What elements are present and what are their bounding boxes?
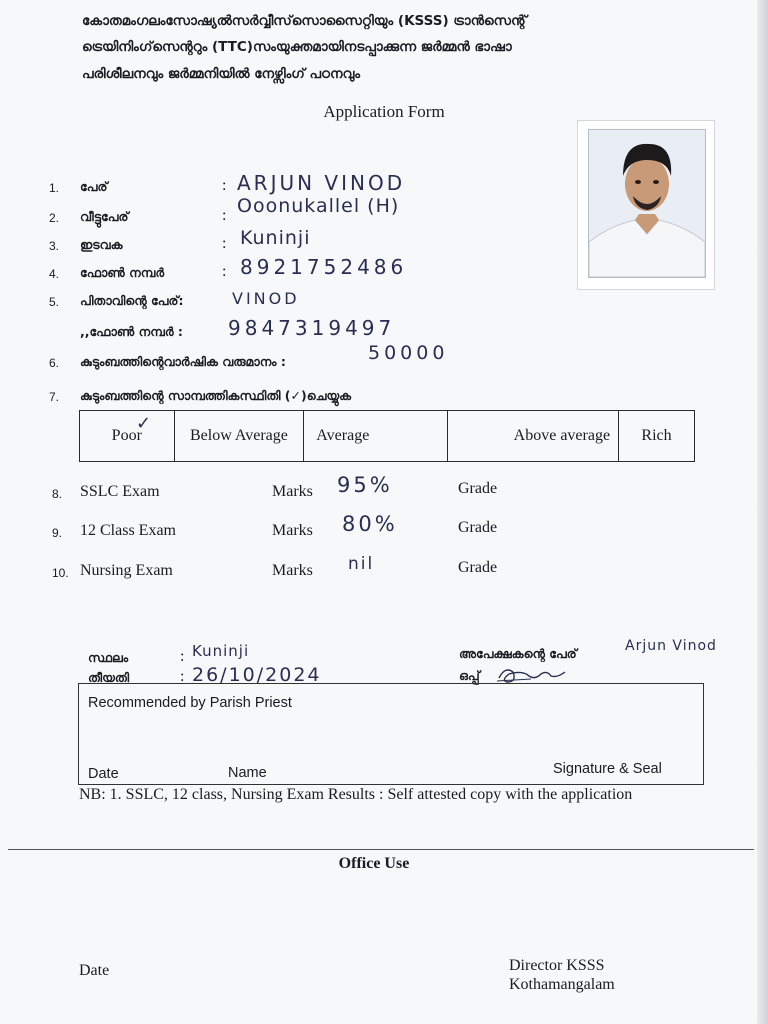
marks-value: 95% — [337, 473, 393, 497]
applicant-photo-frame — [577, 120, 715, 290]
field-label-family-income: കുടുംബത്തിന്റെവാർഷിക വരുമാനം : — [80, 354, 286, 369]
colon: : — [180, 668, 185, 685]
field-number: 7. — [49, 390, 60, 404]
status-option-poor[interactable] — [80, 411, 175, 462]
exam-name: Nursing Exam — [80, 562, 173, 579]
place-value: Kuninji — [192, 642, 250, 660]
field-number: 6. — [49, 356, 60, 370]
exam-number: 10. — [52, 566, 69, 580]
field-label-house-name: വീട്ടുപേര് — [80, 209, 129, 224]
applicant-name-value: Arjun Vinod — [625, 638, 717, 654]
exam-name: 12 Class Exam — [80, 522, 176, 539]
field-value-house-name: Ooonukallel (H) — [237, 195, 400, 217]
field-value-father-name: VINOD — [232, 289, 300, 308]
status-option-below-average[interactable]: Below Average — [174, 411, 304, 462]
marks-label: Marks — [272, 562, 313, 579]
header — [82, 8, 682, 87]
field-value-family-income: 50000 — [368, 342, 449, 364]
form-title: Application Form — [323, 102, 445, 121]
grade-label: Grade — [458, 480, 498, 497]
office-director-label: Director KSSS — [509, 957, 605, 974]
field-number: 2. — [49, 211, 60, 225]
exam-number: 8. — [52, 487, 63, 501]
field-label-father-phone: ,,ഫോൺ നമ്പർ : — [80, 324, 183, 339]
field-label-phone: ഫോൺ നമ്പർ — [80, 265, 165, 280]
page-edge — [757, 0, 768, 1024]
grade-label: Grade — [458, 559, 498, 576]
field-label-financial-status: കുടുംബത്തിന്റെ സാമ്പത്തികസ്ഥിതി (✓)ചെയ്യുക — [80, 388, 352, 403]
financial-status-table — [79, 410, 695, 462]
exam-name: SSLC Exam — [80, 483, 160, 500]
field-number: 5. — [49, 295, 60, 309]
office-date-label: Date — [79, 962, 110, 979]
recommend-name-label: Name — [228, 765, 267, 781]
grade-label: Grade — [458, 519, 498, 536]
field-value-father-phone: 9847319497 — [228, 316, 396, 340]
marks-label: Marks — [272, 522, 313, 539]
note-text: NB: 1. SSLC, 12 class, Nursing Exam Results : Self attested copy with the application — [79, 786, 633, 803]
recommendation-box — [78, 683, 704, 785]
signature-label: ഒപ്പ് — [459, 668, 480, 683]
header-line-2: ട്രെയിനിംഗ്‌സെന്ററും (TTC)സംയുക്തമായിനടപ്പാക്കുന്ന ജർമ്മൻ ഭാഷാ — [82, 39, 512, 56]
header-line-1: കോതമംഗലംസോഷ്യൽസർവ്വീസ്‌സൊസൈറ്റിയും (KSSS) ട്രാൻസെന്റ് — [82, 13, 527, 29]
applicant-name-label: അപേക്ഷകന്റെ പേര് — [459, 646, 577, 661]
field-label-name: പേര് — [80, 179, 108, 194]
colon: : — [222, 263, 227, 280]
status-label: Poor — [111, 427, 142, 444]
person-photo-icon — [589, 130, 705, 277]
colon: : — [222, 235, 227, 252]
office-place-label: Kothamangalam — [509, 976, 615, 993]
field-label-parish: ഇടവക — [80, 237, 123, 252]
status-option-above-average[interactable]: Above average — [447, 411, 618, 462]
field-label-father-name: പിതാവിന്റെ പേര്: — [80, 293, 184, 308]
field-value-phone: 8921752486 — [240, 255, 408, 279]
field-number: 3. — [49, 239, 60, 253]
field-value-name: ARJUN VINOD — [237, 171, 406, 195]
marks-label: Marks — [272, 483, 313, 500]
field-value-parish: Kuninji — [240, 227, 311, 249]
date-label: തീയതി — [88, 670, 130, 685]
field-number: 1. — [49, 181, 60, 195]
recommend-signature-label: Signature & Seal — [553, 761, 662, 777]
applicant-photo — [588, 129, 706, 278]
recommend-date-label: Date — [88, 766, 119, 782]
recommend-title: Recommended by Parish Priest — [88, 695, 292, 711]
date-value: 26/10/2024 — [192, 664, 322, 686]
marks-value: 80% — [342, 512, 398, 536]
status-option-average[interactable]: Average — [304, 411, 448, 462]
colon: : — [222, 207, 227, 224]
place-label: സ്ഥലം — [88, 650, 129, 665]
header-line-3: പരിശീലനവും ജർമ്മനിയിൽ നേഴ്സിംഗ് പഠനവും — [82, 65, 361, 82]
colon: : — [180, 648, 185, 665]
colon: : — [222, 177, 227, 194]
section-divider — [8, 849, 754, 850]
field-number: 4. — [49, 267, 60, 281]
marks-value: nil — [348, 554, 375, 574]
tick-mark-icon: ✓ — [136, 413, 155, 434]
office-use-title: Office Use — [338, 855, 410, 872]
status-option-rich[interactable]: Rich — [619, 411, 695, 462]
exam-number: 9. — [52, 526, 63, 540]
